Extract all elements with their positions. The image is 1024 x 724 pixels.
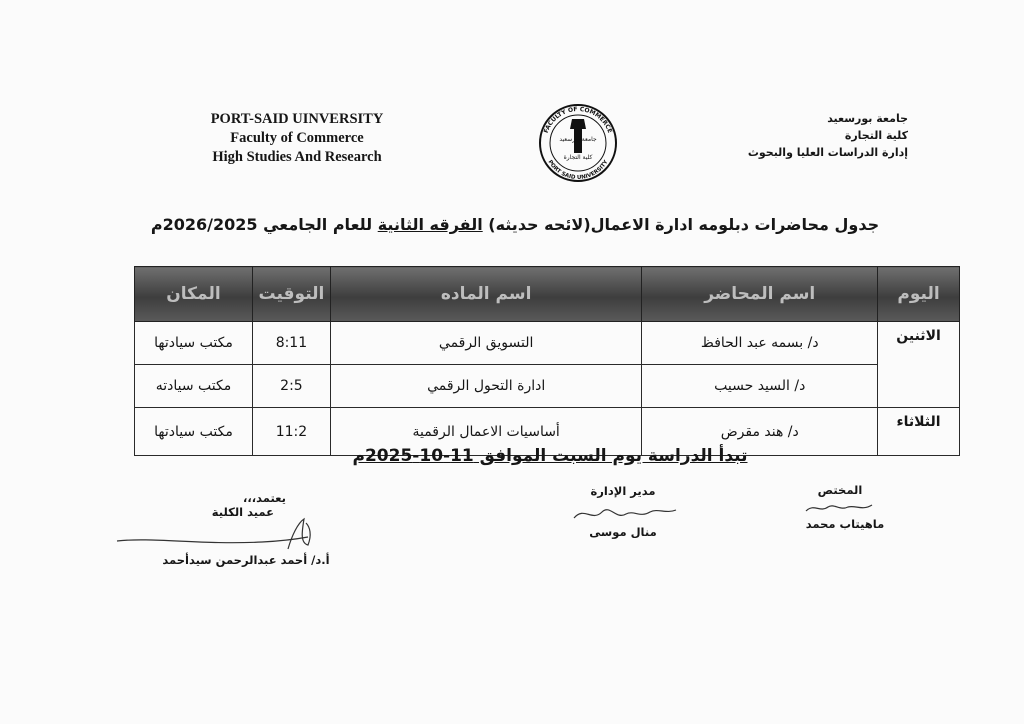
subject-cell: ادارة التحول الرقمي (330, 365, 642, 408)
header-place: المكان (135, 267, 253, 322)
department-name-en: High Studies And Research (212, 149, 382, 165)
header-time: التوقيت (252, 267, 330, 322)
subject-cell: أساسيات الاعمال الرقمية (330, 408, 642, 456)
place-cell: مكتب سيادتها (135, 322, 253, 365)
svg-text:كلية التجارة: كلية التجارة (563, 154, 593, 161)
title-part1: جدول محاضرات دبلومه ادارة الاعمال(لائحه حديثه) (482, 215, 880, 234)
time-cell: 8:11 (252, 322, 330, 365)
specialist-title: المختص (817, 483, 863, 497)
university-name-ar: جامعة بورسعيد (827, 112, 908, 125)
table-row (135, 322, 960, 365)
day-cell: الثلاثاء (878, 408, 960, 456)
lecturer-cell: د/ بسمه عبد الحافظ (642, 322, 878, 365)
svg-text:FACULTY OF COMMERCE: FACULTY OF COMMERCE (542, 105, 614, 135)
subject-cell: التسويق الرقمي (330, 322, 642, 365)
schedule-title (150, 215, 880, 234)
english-header (190, 110, 404, 167)
lecturer-cell: د/ هند مقرض (642, 408, 878, 456)
place-cell: مكتب سيادته (135, 365, 253, 408)
time-cell: 11:2 (252, 408, 330, 456)
dean-signature-scrawl (112, 515, 342, 555)
manager-signature-scrawl (570, 500, 680, 526)
manager-name: منال موسى (589, 525, 657, 539)
manager-title: مدير الإدارة (590, 484, 656, 498)
header-lecturer: اسم المحاضر (642, 267, 878, 322)
approve-label: يعتمد،،، (243, 491, 286, 505)
header-subject: اسم الماده (330, 267, 642, 322)
lecturer-cell: د/ السيد حسيب (642, 365, 878, 408)
faculty-name-ar: كلية التجارة (844, 129, 908, 142)
schedule-table (134, 266, 960, 456)
dean-name: أ.د/ أحمد عبدالرحمن سيدأحمد (162, 553, 330, 567)
faculty-seal-logo (528, 103, 628, 183)
dean-title: عميد الكلية (211, 505, 274, 519)
study-start-note: تبدأ الدراسة يوم السبت الموافق 11-10-2025م (352, 446, 748, 466)
svg-text:جامعة بورسعيد: جامعة بورسعيد (559, 136, 597, 143)
place-cell: مكتب سيادتها (135, 408, 253, 456)
title-part3: للعام الجامعي 2026/2025م (150, 215, 378, 234)
day-cell: الاثنين (878, 322, 960, 408)
table-header-row (135, 267, 960, 322)
specialist-signature-scrawl (800, 497, 880, 519)
faculty-name-en: Faculty of Commerce (230, 130, 364, 146)
table-row (135, 365, 960, 408)
department-name-ar: إدارة الدراسات العليا والبحوث (747, 146, 908, 159)
title-part2: الفرقه الثانية (377, 215, 483, 234)
arabic-header (668, 110, 908, 161)
header-day: اليوم (878, 267, 960, 322)
time-cell: 2:5 (252, 365, 330, 408)
svg-text:PORT SAID UNIVERSITY: PORT SAID UNIVERSITY (546, 159, 610, 182)
university-name-en: PORT-SAID UINVERSITY (210, 111, 384, 127)
specialist-name: ماهيتاب محمد (805, 517, 885, 531)
